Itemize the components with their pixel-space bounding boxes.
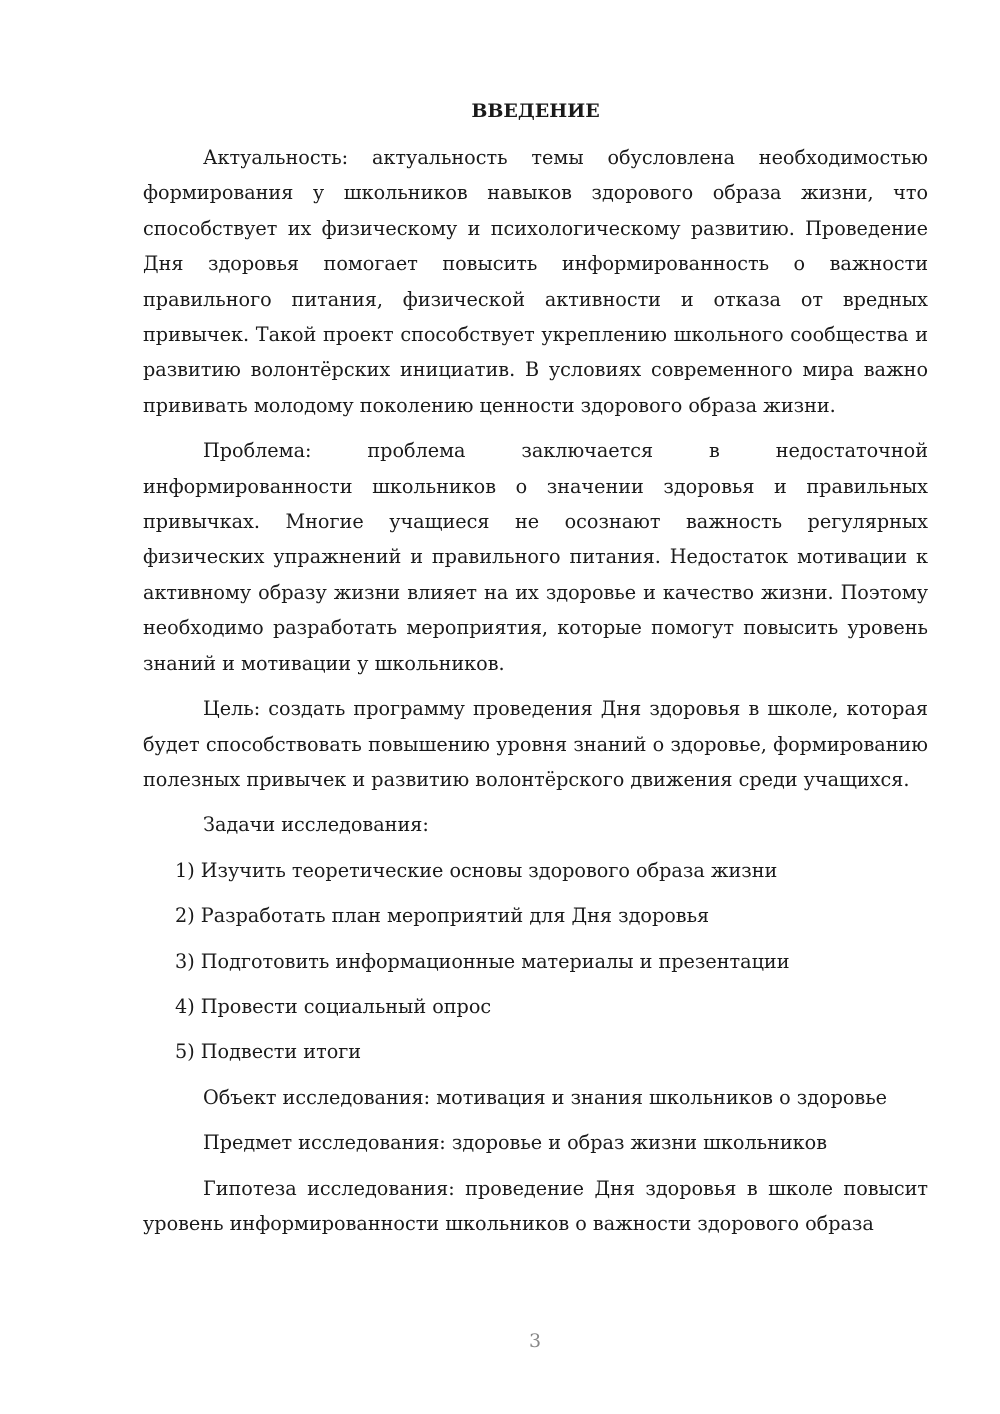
task-item: 5) Подвести итоги: [175, 1040, 362, 1064]
research-subject: Предмет исследования: здоровье и образ жизни школьников: [203, 1131, 828, 1155]
research-object: Объект исследования: мотивация и знания школьников о здоровье: [203, 1085, 888, 1109]
task-item: 2) Разработать план мероприятий для Дня здоровья: [175, 904, 710, 928]
goal-paragraph: Цель: создать программу проведения Дня здоровья в школе, которая будет способствовать повышению уровня знаний о здоровье, формированию полезных привычек и развитию волонтёрского движения среди учащихся.: [143, 697, 928, 791]
task-item: 4) Провести социальный опрос: [175, 994, 492, 1018]
task-item: 1) Изучить теоретические основы здорового образа жизни: [175, 858, 778, 882]
tasks-list: [143, 853, 928, 1070]
document-page: [143, 93, 928, 1251]
page-number: 3: [528, 1330, 542, 1352]
relevance-paragraph: Актуальность: актуальность темы обусловлена необходимостью формирования у школьников навыков здорового образа жизни, что способствует их физическому и психологическому развитию. Проведение Дня здоровья помогает повысить информированность о важности правильного питания, физической активности и отказа от вредных привычек. Такой проект способствует укреплению школьного сообщества и развитию волонтёрских инициатив. В условиях современного мира важно прививать молодому поколению ценности здорового образа жизни.: [143, 146, 928, 417]
task-item: 3) Подготовить информационные материалы и презентации: [175, 949, 790, 973]
problem-paragraph: Проблема: проблема заключается в недостаточной информированности школьников о значении здоровья и правильных привычках. Многие учащиеся не осознают важность регулярных физических упражнений и правильного питания. Недостаток мотивации к активному образу жизни влияет на их здоровье и качество жизни. Поэтому необходимо разработать мероприятия, которые помогут повысить уровень знаний и мотивации у школьников.: [143, 439, 928, 675]
hypothesis-paragraph: Гипотеза исследования: проведение Дня здоровья в школе повысит уровень информированности школьников о важности здорового образа: [143, 1176, 928, 1235]
tasks-heading: Задачи исследования:: [203, 813, 429, 837]
section-heading: ВВЕДЕНИЕ: [471, 100, 600, 122]
